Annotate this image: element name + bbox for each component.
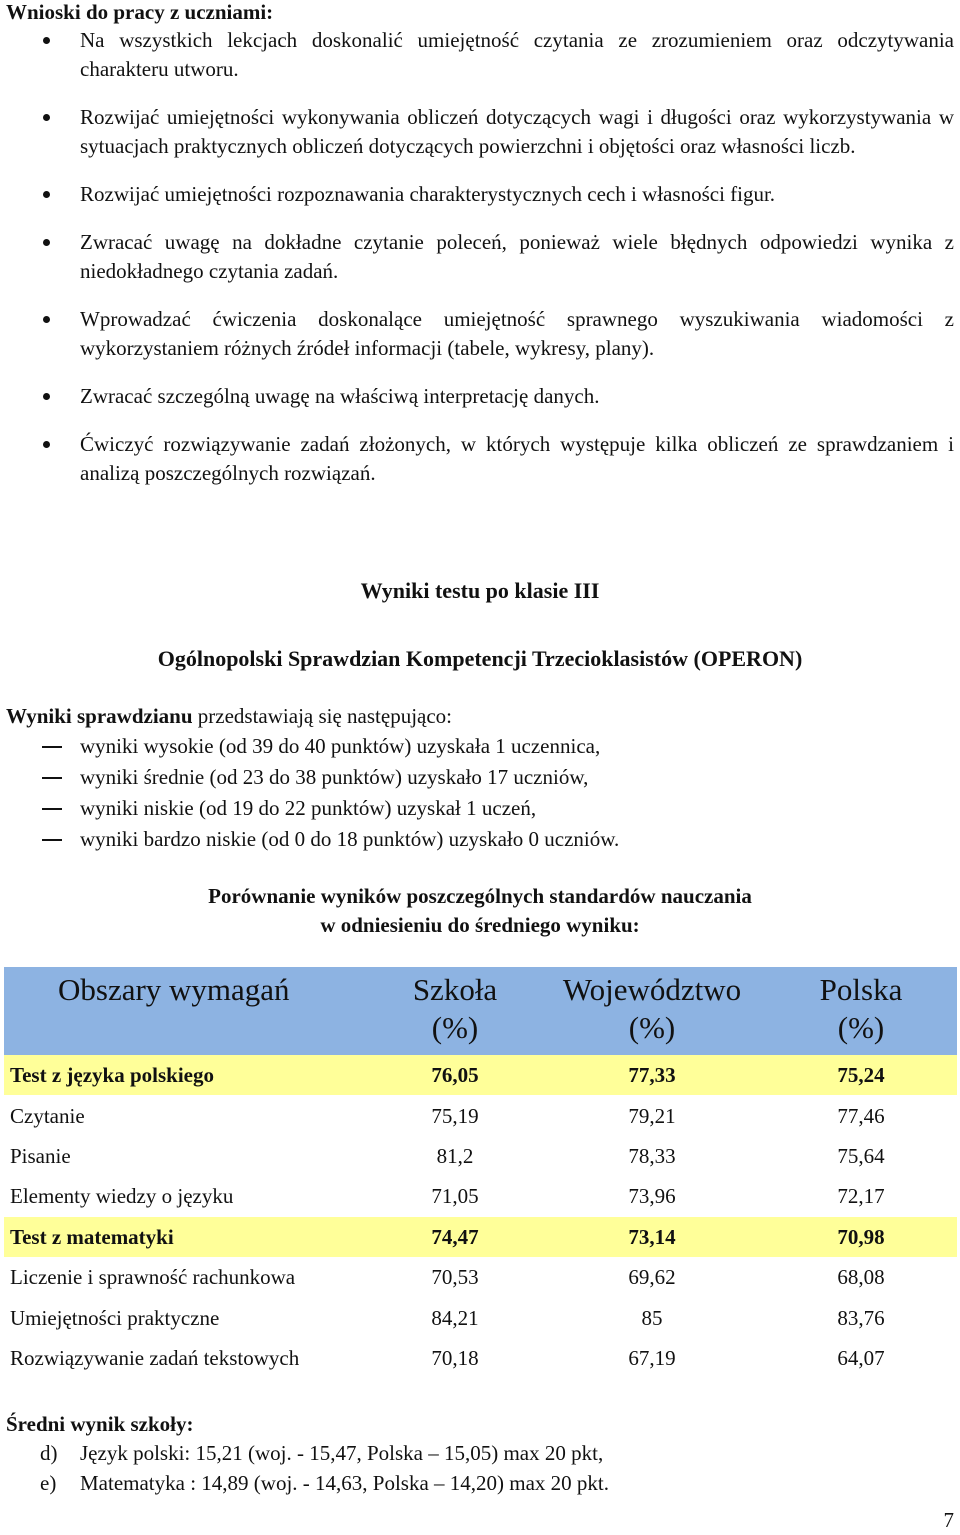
list-item: [0, 794, 619, 825]
list-item: [0, 180, 960, 209]
poland-value: 83,76: [837, 1305, 885, 1330]
row-label: Test z matematyki: [4, 1217, 371, 1257]
list-item: [0, 732, 619, 763]
header-unit: (%): [628, 1010, 676, 1045]
poland-value: 64,07: [837, 1345, 885, 1370]
list-item: [0, 430, 960, 488]
table-row: [4, 1136, 957, 1176]
results-intro: [6, 702, 452, 731]
results-subtitle: Ogólnopolski Sprawdzian Kompetencji Trzecioklasistów (OPERON): [157, 646, 803, 671]
row-label: Pisanie: [10, 1143, 71, 1168]
table-row: [4, 1217, 957, 1257]
list-item: [0, 1439, 609, 1469]
header-area-label: Obszary wymagań: [58, 972, 290, 1007]
header-school-label: Szkoła: [412, 972, 498, 1007]
voivodeship-value: 78,33: [628, 1143, 676, 1168]
results-intro-bold: Wyniki sprawdzianu: [6, 704, 193, 728]
list-item: [0, 26, 960, 84]
dash-icon: [42, 839, 62, 841]
list-marker: e): [40, 1471, 57, 1495]
header-school: [371, 967, 539, 1055]
bullet-dot-icon: [43, 316, 50, 323]
row-label: Elementy wiedzy o języku: [10, 1184, 234, 1209]
list-item-text: Rozwijać umiejętności wykonywania obliczeń dotyczących wagi i długości oraz wykorzystywania w sytuacjach praktycznych obliczeń dotyczących powierzchni i objętości oraz własności liczb.: [80, 105, 954, 158]
poland-value: 75,64: [837, 1143, 885, 1168]
bullet-dot-icon: [43, 191, 50, 198]
voivodeship-value: 77,33: [539, 1055, 765, 1095]
list-item: [0, 382, 960, 411]
bullet-dot-icon: [43, 239, 50, 246]
school-value: 71,05: [431, 1184, 479, 1209]
school-value: 74,47: [371, 1217, 539, 1257]
school-value: 84,21: [431, 1305, 479, 1330]
header-poland-label: Polska: [819, 972, 903, 1007]
list-item: [0, 305, 960, 363]
row-label: Liczenie i sprawność rachunkowa: [10, 1265, 296, 1290]
list-item-text: Na wszystkich lekcjach doskonalić umiejętność czytania ze zrozumieniem oraz odczytywania charakteru utworu.: [80, 28, 954, 81]
comparison-table: [4, 967, 957, 1378]
row-label: Test z języka polskiego: [4, 1055, 371, 1095]
list-item-text: wyniki wysokie (od 39 do 40 punktów) uzyskała 1 uczennica,: [80, 734, 601, 758]
header-area: [4, 967, 371, 1055]
row-label: Czytanie: [10, 1103, 85, 1128]
poland-value: 72,17: [837, 1184, 885, 1209]
school-value: 75,19: [431, 1103, 479, 1128]
list-item: [0, 763, 619, 794]
voivodeship-value: 69,62: [628, 1265, 676, 1290]
voivodeship-value: 85: [641, 1305, 663, 1330]
results-list: [0, 732, 619, 856]
bullet-dot-icon: [43, 393, 50, 400]
list-item-text: wyniki niskie (od 19 do 22 punktów) uzyskał 1 uczeń,: [80, 796, 537, 820]
list-marker: d): [40, 1441, 58, 1465]
table-header-row: [4, 967, 957, 1055]
list-item-text: Zwracać uwagę na dokładne czytanie poleceń, ponieważ wiele błędnych odpowiedzi wynika z niedokładnego czytania zadań.: [80, 230, 954, 283]
conclusions-list: [0, 26, 960, 507]
list-item-text: Zwracać szczególną uwagę na właściwą interpretację danych.: [80, 384, 600, 408]
comparison-title: [0, 882, 960, 940]
voivodeship-value: 73,14: [539, 1217, 765, 1257]
list-item: [0, 103, 960, 161]
table-row: [4, 1338, 957, 1378]
table-row: [4, 1297, 957, 1337]
school-value: 70,18: [431, 1345, 479, 1370]
poland-value: 75,24: [765, 1055, 957, 1095]
school-value: 81,2: [436, 1143, 474, 1168]
list-item: [0, 825, 619, 856]
voivodeship-value: 79,21: [628, 1103, 676, 1128]
row-label: Rozwiązywanie zadań tekstowych: [10, 1345, 300, 1370]
bullet-dot-icon: [43, 441, 50, 448]
dash-icon: [42, 746, 62, 748]
list-item-text: wyniki średnie (od 23 do 38 punktów) uzyskało 17 uczniów,: [80, 765, 589, 789]
voivodeship-value: 73,96: [628, 1184, 676, 1209]
results-intro-rest: przedstawiają się następująco:: [192, 704, 453, 728]
list-item-text: Ćwiczyć rozwiązywanie zadań złożonych, w których występuje kilka obliczeń ze sprawdzaniem i analizą poszczególnych rozwiązań.: [80, 432, 954, 485]
average-title: Średni wynik szkoły:: [6, 1412, 194, 1436]
school-value: 76,05: [371, 1055, 539, 1095]
dash-icon: [42, 808, 62, 810]
header-unit: (%): [837, 1010, 885, 1045]
school-value: 70,53: [431, 1265, 479, 1290]
poland-value: 77,46: [837, 1103, 885, 1128]
list-item-text: Rozwijać umiejętności rozpoznawania charakterystycznych cech i własności figur.: [80, 182, 776, 206]
dash-icon: [42, 777, 62, 779]
page-number: 7: [943, 1508, 954, 1532]
row-label: Umiejętności praktyczne: [10, 1305, 220, 1330]
bullet-dot-icon: [43, 114, 50, 121]
poland-value: 68,08: [837, 1265, 885, 1290]
bullet-dot-icon: [43, 37, 50, 44]
comparison-title-line1: Porównanie wyników poszczególnych standardów nauczania: [208, 884, 752, 908]
average-list: [0, 1439, 609, 1499]
table-row: [4, 1095, 957, 1135]
list-item-text: Język polski: 15,21 (woj. - 15,47, Polska – 15,05) max 20 pkt,: [80, 1441, 604, 1465]
table-row: [4, 1176, 957, 1216]
list-item: [0, 1469, 609, 1499]
header-voivodeship-label: Województwo: [562, 972, 742, 1007]
conclusions-heading: Wnioski do pracy z uczniami:: [6, 0, 274, 24]
header-voivodeship: [539, 967, 765, 1055]
list-item-text: wyniki bardzo niskie (od 0 do 18 punktów) uzyskało 0 uczniów.: [80, 827, 620, 851]
list-item-text: Matematyka : 14,89 (woj. - 14,63, Polska – 14,20) max 20 pkt.: [80, 1471, 610, 1495]
voivodeship-value: 67,19: [628, 1345, 676, 1370]
poland-value: 70,98: [765, 1217, 957, 1257]
results-title: Wyniki testu po klasie III: [360, 578, 600, 603]
comparison-title-line2: w odniesieniu do średniego wyniku:: [320, 913, 640, 937]
table-row: [4, 1257, 957, 1297]
header-unit: (%): [431, 1010, 479, 1045]
header-poland: [765, 967, 957, 1055]
table-row: [4, 1055, 957, 1095]
list-item-text: Wprowadzać ćwiczenia doskonalące umiejętność sprawnego wyszukiwania wiadomości z wykorzystaniem różnych źródeł informacji (tabele, wykresy, plany).: [80, 307, 954, 360]
list-item: [0, 228, 960, 286]
